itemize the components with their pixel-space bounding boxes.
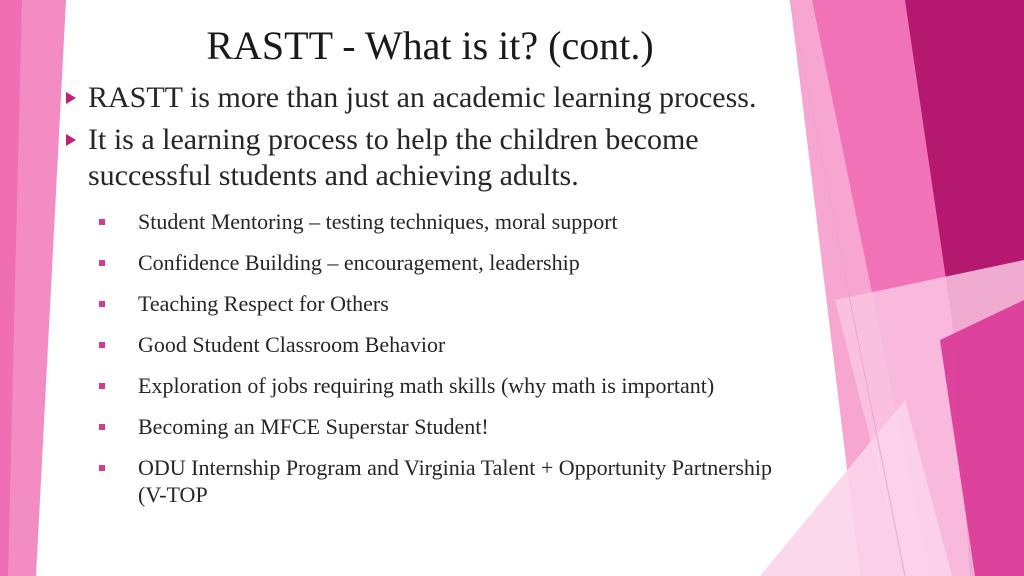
sub-bullet [66,208,826,235]
square-bullet-icon [99,424,105,430]
sub-bullet-text: Confidence Building – encouragement, leadership [138,250,580,275]
sub-bullet-text: Exploration of jobs requiring math skills (why math is important) [138,373,715,398]
square-bullet-icon [99,260,105,266]
sub-bullet [66,372,826,399]
arrow-bullet-icon [66,92,76,104]
sub-bullet-list [66,208,826,508]
square-bullet-icon [99,342,105,348]
arrow-bullet-icon [66,134,76,146]
sub-bullet-text: Becoming an MFCE Superstar Student! [138,414,489,439]
sub-bullet [66,249,826,276]
square-bullet-icon [99,219,105,225]
sub-bullet [66,331,826,358]
bullet-2-text: It is a learning process to help the children become successful students and achieving adults. [88,123,699,192]
slide-title: RASTT - What is it? (cont.) [206,23,654,68]
sub-bullet [66,413,826,440]
sub-bullet [66,290,826,317]
sub-bullet-text: Student Mentoring – testing techniques, moral support [138,209,618,234]
sub-bullet-text: Good Student Classroom Behavior [138,332,446,357]
bullet-1-text: RASTT is more than just an academic learning process. [88,81,757,114]
slide-content [66,80,826,522]
bullet-2 [66,122,826,194]
bullet-1 [66,80,826,116]
sub-bullet-text: ODU Internship Program and Virginia Talent + Opportunity Partnership (V-TOP [138,455,773,507]
sub-bullet-text: Teaching Respect for Others [138,291,389,316]
sub-bullet [66,454,778,508]
square-bullet-icon [99,383,105,389]
square-bullet-icon [99,465,105,471]
square-bullet-icon [99,301,105,307]
